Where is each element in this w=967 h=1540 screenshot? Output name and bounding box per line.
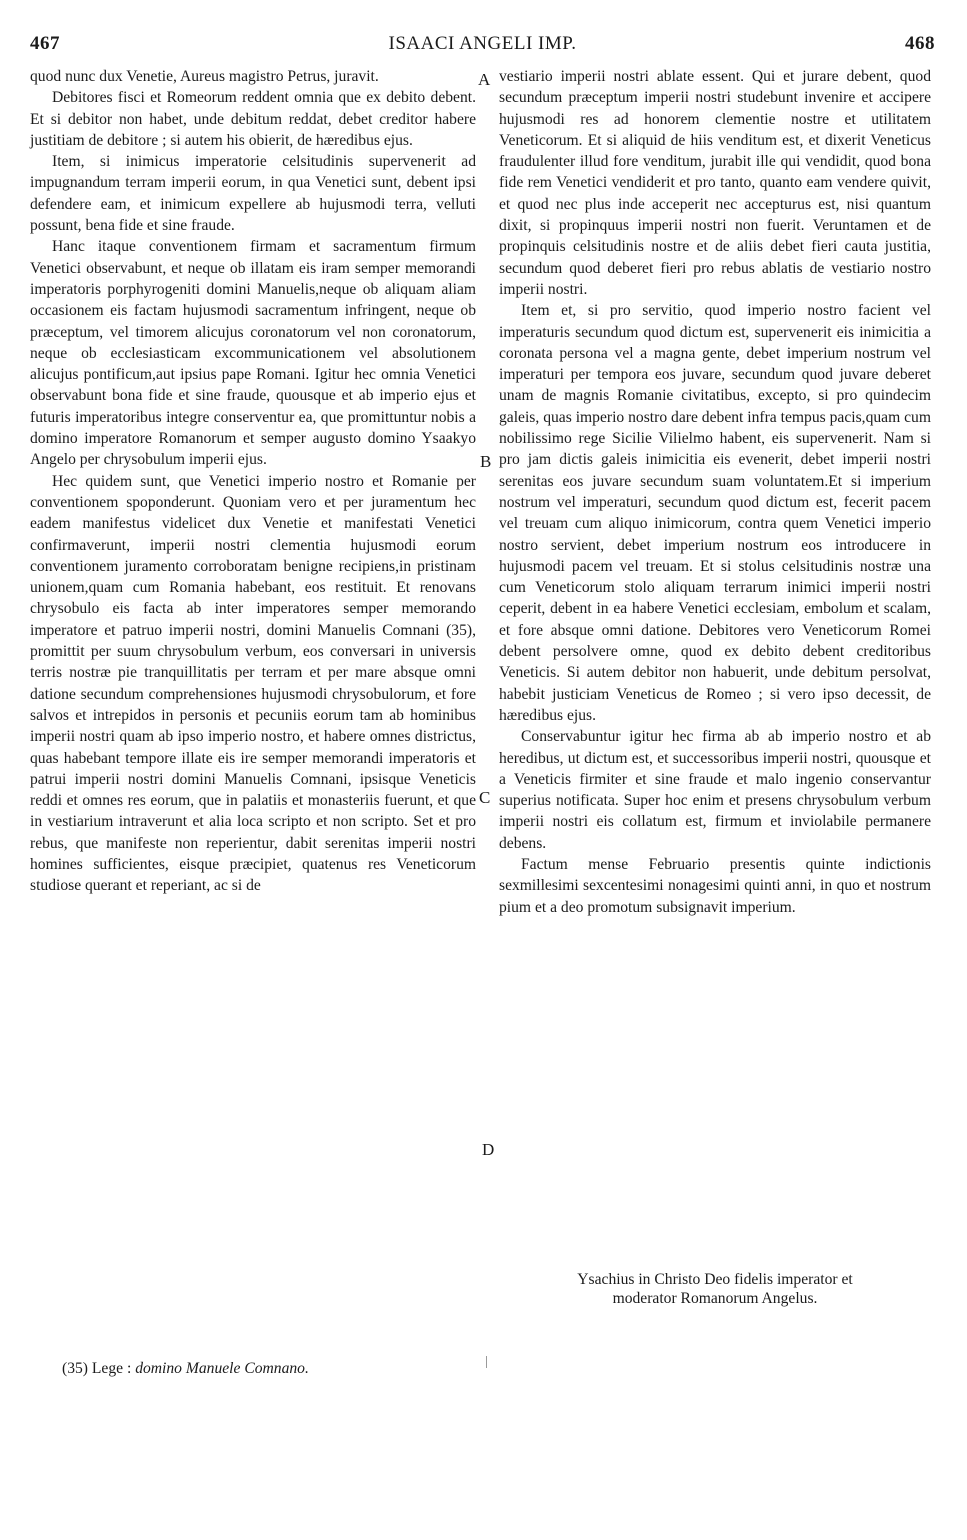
paragraph: Debitores fisci et Romeorum reddent omnia que ex debito debent. Et si debitor non habet, unde debitum reddat, debet creditor habere justitiam de debitore ; si autem his obierit, de hæredibus ejus. [30, 89, 476, 149]
paragraph: Item, si inimicus imperatorie celsitudinis supervenerit ad impugnandum terram imperii eorum, in qua Venetici sunt, debent ipsi defendere eam, et inimicum expellere ab hujusmodi terra, velluti possunt, bena fide et sine fraude. [30, 153, 476, 235]
paragraph: Factum mense Februario presentis quinte indictionis sexmillesimi sexcentesimi nonagesimi quinti anni, in quo et nostrum pium et a deo promotum subsignavit imperium. [499, 855, 931, 916]
right-column [499, 66, 931, 918]
footnote-number: (35) Lege : [62, 1360, 132, 1377]
paragraph: Hanc itaque conventionem firmam et sacramentum firmum Venetici observabunt, et neque ob illatam eis iram semper memorandi imperatoris porphyrogeniti domini Manuelis,neque ob aliquam aliam occasionem eis factam hujusmodi sacramentum infringent, neque ob præceptum, vel timorem alicujus coronatorum vel non coronatorum, neque ob ecclesiasticam excommunicationem vel absolutionem alicujus pontificum,aut ipsius pape Romani. Igitur hec omnia Venetici observabunt bona fide et sine fraude, quousque et ab imperio ejus et futuris imperatoribus integre conserventur ea, que promittuntur nobis a domino imperatore Romanorum et semper augusto domino Ysaakyo Angelo per chrysobulum imperii ejus. [30, 238, 476, 469]
running-title: ISAACI ANGELI IMP. [388, 33, 577, 54]
margin-letter-c: C [479, 788, 491, 807]
page-header [30, 33, 935, 61]
margin-letter-b: B [480, 452, 492, 471]
left-column [30, 66, 476, 897]
paragraph: Conservabuntur igitur hec firma ab ab imperio nostro et ab heredibus, ut dictum est, et successoribus imperii nostri, quousque et a Veneticis firmiter et sine fraude et malo ingenio conservantur superius notificata. Super hoc enim et presens chrysobulum verbum imperii nostri eis collatum est, firmum et inviolabile permanere debens. [499, 728, 931, 852]
footnote-text: domino Manuele Comnano. [135, 1360, 309, 1377]
margin-letter-d: D [482, 1140, 495, 1159]
margin-letter-a: A [478, 70, 491, 89]
signature-line: moderator Romanorum Angelus. [612, 1290, 818, 1307]
signature-line: Ysachius in Christo Deo fidelis imperator et [577, 1271, 853, 1288]
footnote [62, 1360, 309, 1378]
column-divider [486, 1356, 487, 1368]
signature-block [499, 1270, 931, 1308]
paragraph: Hec quidem sunt, que Venetici imperio nostro et Romanie per conventionem spoponderunt. Quoniam vero et per juramentum hec eadem manifestus videlicet dux Venetie et manifestati Venetici confirmaverunt, imperii nostri clementia hujusmodi eorum conventionem juramento corroboratam benigne recipiens,in pristinam unionem,quam cum Romania habebant, eos restituit. Et renovans chrysobulo eis facta ab inter imperatores semper memorando imperatore et patruo imperii nostri, domini Manuelis Comnani (35), promittit per suum chrysobulum verbum, eos conversari in universis terris nostræ pie tranquillitatis per terram et per mare absque omni datione secundum comprehensiones hujusmodi chrysobulorum, et fore salvos et intrepidos in personis et pecuniis eorum tam ab hominibus imperii nostri quam ab ipso imperio nostro, et habere omnes districtus, quas habebant tempore illate eis ire semper memorandi imperatoris et patrui imperii nostri domini Manuelis Comnani, ipsisque Veneticis reddi et omnes res eorum, que in palatiis et monasteriis fuerunt, et que in vestiarium intraverunt et alia loca scripto et non scripto. Set et pro rebus, que manifeste non reperientur, dabit serenitas imperii nostri homines sufficientes, eisque præcipiet, quatenus res Veneticorum studiose querant et reperiant, ac si de [30, 472, 476, 895]
page-number-right: 468 [905, 33, 935, 54]
paragraph: quod nunc dux Venetie, Aureus magistro Petrus, juravit. [30, 68, 379, 85]
page-number-left: 467 [30, 33, 60, 54]
paragraph: vestiario imperii nostri ablate essent. Qui et jurare debent, quod secundum præceptum imperii nostri studebunt invenire et accipere hujusmodi res ad honorem clementie nostre et utilitatem Veneticorum. Et si aliquid de hiis venditum est, et dixerit Veneticus fraudulenter illud fore venditum, jurabit ille qui vendidit, quod bona fide rem Venetici vendiderit et pro tanto, quanto eam vendere quivit, et quod nec plus inde acceperit nec accepturus est, nisi quantum dixit, si propinquus imperii nostri non fuerit. Veruntamen et de propinquis celsitudinis nostre et de aliis debet fieri cauta justitia, secundum quod deberet fieri pro rebus ablatis de vestiario nostro imperii nostri. [499, 68, 931, 298]
paragraph: Item et, si pro servitio, quod imperio nostro facient vel imperaturis secundum quod dictum est, supervenerit eis inimicitia a coronata persona vel a magna gente, debet imperium nostrum vel imperaturi per tempora eos juvare, secundum quod juvare deberet unam de magnis Romanie civitatibus, excepto, si pro quindecim galeis, quas imperio nostro dare debent infra tempus pacis,quam cum nobilissimo rege Sicilie Vilielmo habent, eis supervenerit. Nam si pro jam dictis galeis inimicitia eis evenerit, debet imperii nostri serenitas eos juvare secundum suam voluntatem.Et si imperium nostrum vel imperaturi, secundum quod dictum est, fecerit pacem vel treuam cum aliquo inimicorum, contra quem Venetici imperio nostro servient, debet imperium nostrum eos introducere in hujusmodi pacem vel treuam. Et si stolus celsitudinis nostræ una cum Veneticorum stolo aliquam terrarum inimici imperii nostri ceperit, debent in ea habere Venetici ecclesiam, embolum et scalam, et fore absque omni datione. Debitores vero Veneticorum Romei debent persolvere omne, quod ex debito debent creditoribus Veneticis. Si autem debitor non habuerit, unde debitum persolvat, habebit justiciam Veneticus de Romeo ; si vero ipso decessit, de hæredibus ejus. [499, 302, 931, 724]
